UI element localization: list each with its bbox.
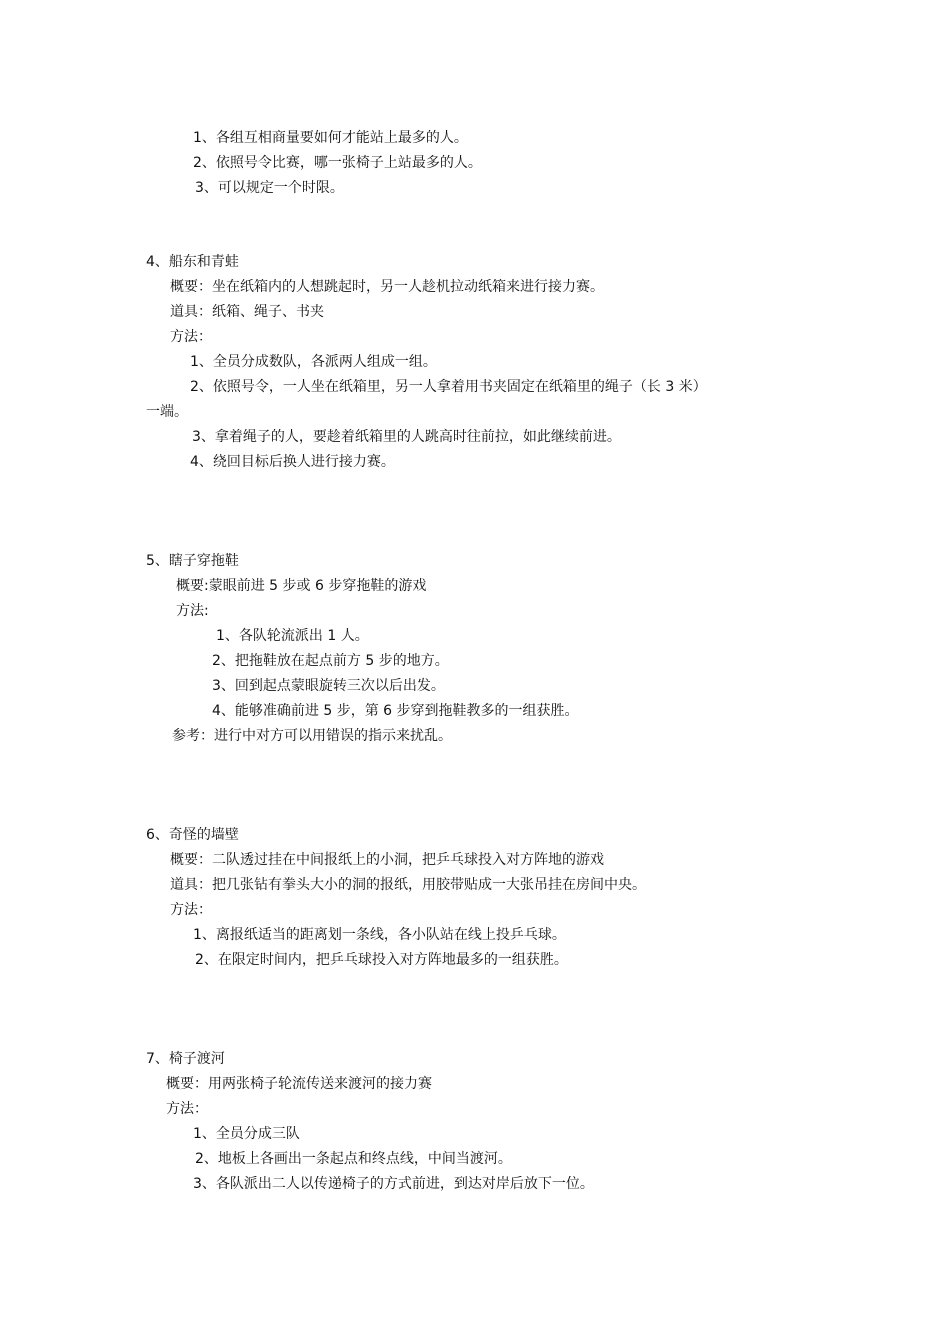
game4-method-label: 方法： [170, 329, 212, 345]
game6-step-2: 2、在限定时间内，把乒乓球投入对方阵地最多的一组获胜。 [195, 952, 568, 968]
game5-summary: 概要:蒙眼前进 5 步或 6 步穿拖鞋的游戏 [176, 578, 427, 594]
game4-step-2: 2、依照号令，一人坐在纸箱里，另一人拿着用书夹固定在纸箱里的绳子（长 3 米） [190, 379, 707, 395]
game6-method-label: 方法： [170, 902, 212, 918]
intro-step-3: 3、可以规定一个时限。 [195, 180, 344, 196]
game5-step-3: 3、回到起点蒙眼旋转三次以后出发。 [212, 678, 445, 694]
game5-step-4: 4、能够准确前进 5 步，第 6 步穿到拖鞋教多的一组获胜。 [212, 703, 579, 719]
game4-title: 4、船东和青蛙 [146, 254, 239, 270]
game5-step-1: 1、各队轮流派出 1 人。 [216, 628, 369, 644]
game6-props: 道具：把几张钻有拳头大小的洞的报纸，用胶带贴成一大张吊挂在房间中央。 [170, 877, 646, 893]
game4-step-4: 4、绕回目标后换人进行接力赛。 [190, 454, 395, 470]
game7-step-3: 3、各队派出二人以传递椅子的方式前进，到达对岸后放下一位。 [193, 1176, 594, 1192]
game7-step-1: 1、全员分成三队 [193, 1126, 300, 1142]
game5-step-2: 2、把拖鞋放在起点前方 5 步的地方。 [212, 653, 449, 669]
intro-step-1: 1、各组互相商量要如何才能站上最多的人。 [193, 130, 468, 146]
game6-summary: 概要：二队透过挂在中间报纸上的小洞，把乒乓球投入对方阵地的游戏 [170, 852, 604, 868]
game4-step-3: 3、拿着绳子的人，要趁着纸箱里的人跳高时往前拉，如此继续前进。 [192, 429, 621, 445]
game5-note: 参考：进行中对方可以用错误的指示来扰乱。 [172, 728, 452, 744]
game7-step-2: 2、地板上各画出一条起点和终点线，中间当渡河。 [195, 1151, 512, 1167]
intro-step-2: 2、依照号令比赛，哪一张椅子上站最多的人。 [193, 155, 482, 171]
game6-title: 6、奇怪的墙壁 [146, 827, 239, 843]
game4-step-2-cont: 一端。 [146, 404, 188, 420]
game4-step-1: 1、全员分成数队，各派两人组成一组。 [190, 354, 437, 370]
game7-method-label: 方法： [166, 1101, 208, 1117]
game5-method-label: 方法: [176, 603, 209, 619]
game7-title: 7、椅子渡河 [146, 1051, 225, 1067]
game6-step-1: 1、离报纸适当的距离划一条线，各小队站在线上投乒乓球。 [193, 927, 566, 943]
game7-summary: 概要：用两张椅子轮流传送来渡河的接力赛 [166, 1076, 432, 1092]
game4-props: 道具：纸箱、绳子、书夹 [170, 304, 324, 320]
game4-summary: 概要：坐在纸箱内的人想跳起时，另一人趁机拉动纸箱来进行接力赛。 [170, 279, 604, 295]
game5-title: 5、瞎子穿拖鞋 [146, 553, 239, 569]
